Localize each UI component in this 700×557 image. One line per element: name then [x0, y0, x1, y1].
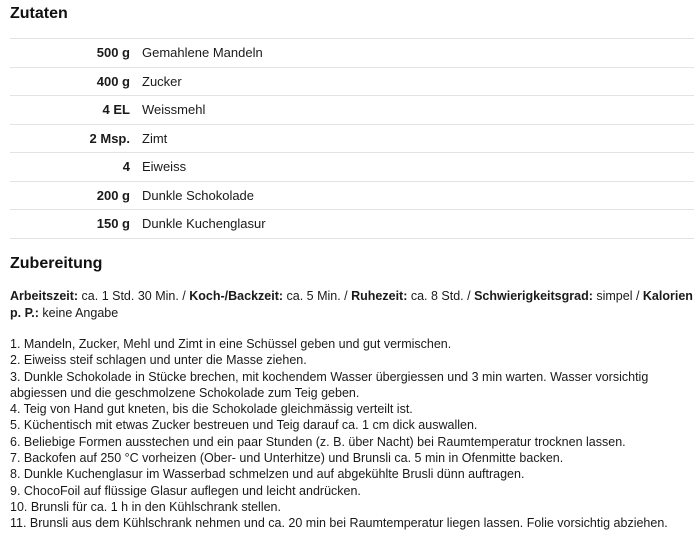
list-item: 8. Dunkle Kuchenglasur im Wasserbad schmelzen und auf abgekühlte Brusli dünn auftragen. — [10, 467, 525, 482]
table-row — [10, 39, 694, 68]
table-row — [10, 96, 694, 125]
rest-time-label: Ruhezeit: — [351, 289, 408, 303]
ingredient-name: Zucker — [142, 67, 694, 96]
ingredient-amount: 200 g — [10, 181, 142, 210]
preparation-meta — [10, 288, 700, 322]
table-row — [10, 181, 694, 210]
list-item: 4. Teig von Hand gut kneten, bis die Schokolade gleichmässig verteilt ist. — [10, 402, 413, 417]
ingredient-amount: 2 Msp. — [10, 124, 142, 153]
list-item: 7. Backofen auf 250 °C vorheizen (Ober- und Unterhitze) und Brunsli ca. 5 min in Ofenmitte backen. — [10, 451, 564, 466]
difficulty-value: simpel / — [592, 289, 643, 303]
ingredient-amount: 400 g — [10, 67, 142, 96]
ingredient-name: Weissmehl — [142, 96, 694, 125]
ingredient-amount: 4 EL — [10, 96, 142, 125]
preparation-steps — [10, 336, 698, 532]
ingredients-table — [10, 38, 694, 239]
ingredient-name: Eiweiss — [142, 153, 694, 182]
ingredient-name: Dunkle Kuchenglasur — [142, 210, 694, 239]
table-row — [10, 210, 694, 239]
difficulty-label: Schwierigkeitsgrad: — [474, 289, 593, 303]
ingredient-amount: 150 g — [10, 210, 142, 239]
cook-time-label: Koch-/Backzeit: — [189, 289, 284, 303]
list-item: 1. Mandeln, Zucker, Mehl und Zimt in eine Schüssel geben und gut vermischen. — [10, 337, 452, 351]
list-item: 5. Küchentisch mit etwas Zucker bestreuen und Teig darauf ca. 1 cm dick auswallen. — [10, 418, 478, 433]
ingredient-name: Dunkle Schokolade — [142, 181, 694, 210]
ingredient-name: Zimt — [142, 124, 694, 153]
list-item: 9. ChocoFoil auf flüssige Glasur auflegen und leicht andrücken. — [10, 483, 361, 498]
list-item: 2. Eiweiss steif schlagen und unter die Masse ziehen. — [10, 353, 307, 368]
ingredient-name: Gemahlene Mandeln — [142, 39, 694, 68]
ingredient-amount: 500 g — [10, 39, 142, 68]
ingredient-amount: 4 — [10, 153, 142, 182]
preparation-heading: Zubereitung — [10, 255, 103, 272]
list-item: 11. Brunsli aus dem Kühlschrank nehmen und ca. 20 min bei Raumtemperatur liegen lassen. Folie vorsichtig abziehen. — [10, 516, 668, 531]
calories-label: Kalorien p. P.: — [10, 289, 693, 320]
list-item: 10. Brunsli für ca. 1 h in den Kühlschrank stellen. — [10, 499, 281, 514]
work-time-value: ca. 1 Std. 30 Min. / — [78, 289, 190, 303]
ingredients-heading: Zutaten — [10, 5, 68, 22]
calories-value: keine Angabe — [38, 306, 119, 320]
list-item: 3. Dunkle Schokolade in Stücke brechen, mit kochendem Wasser übergiessen und 3 min warten. Wasser vorsichtig abgiessen und die geschmolzene Schokolade zum Teig geben. — [10, 369, 649, 400]
cook-time-value: ca. 5 Min. / — [283, 289, 352, 303]
table-row — [10, 153, 694, 182]
list-item: 6. Beliebige Formen ausstechen und ein paar Stunden (z. B. über Nacht) bei Raumtemperatur trocknen lassen. — [10, 434, 626, 449]
table-row — [10, 67, 694, 96]
rest-time-value: ca. 8 Std. / — [407, 289, 475, 303]
table-row — [10, 124, 694, 153]
work-time-label: Arbeitszeit: — [10, 289, 79, 303]
